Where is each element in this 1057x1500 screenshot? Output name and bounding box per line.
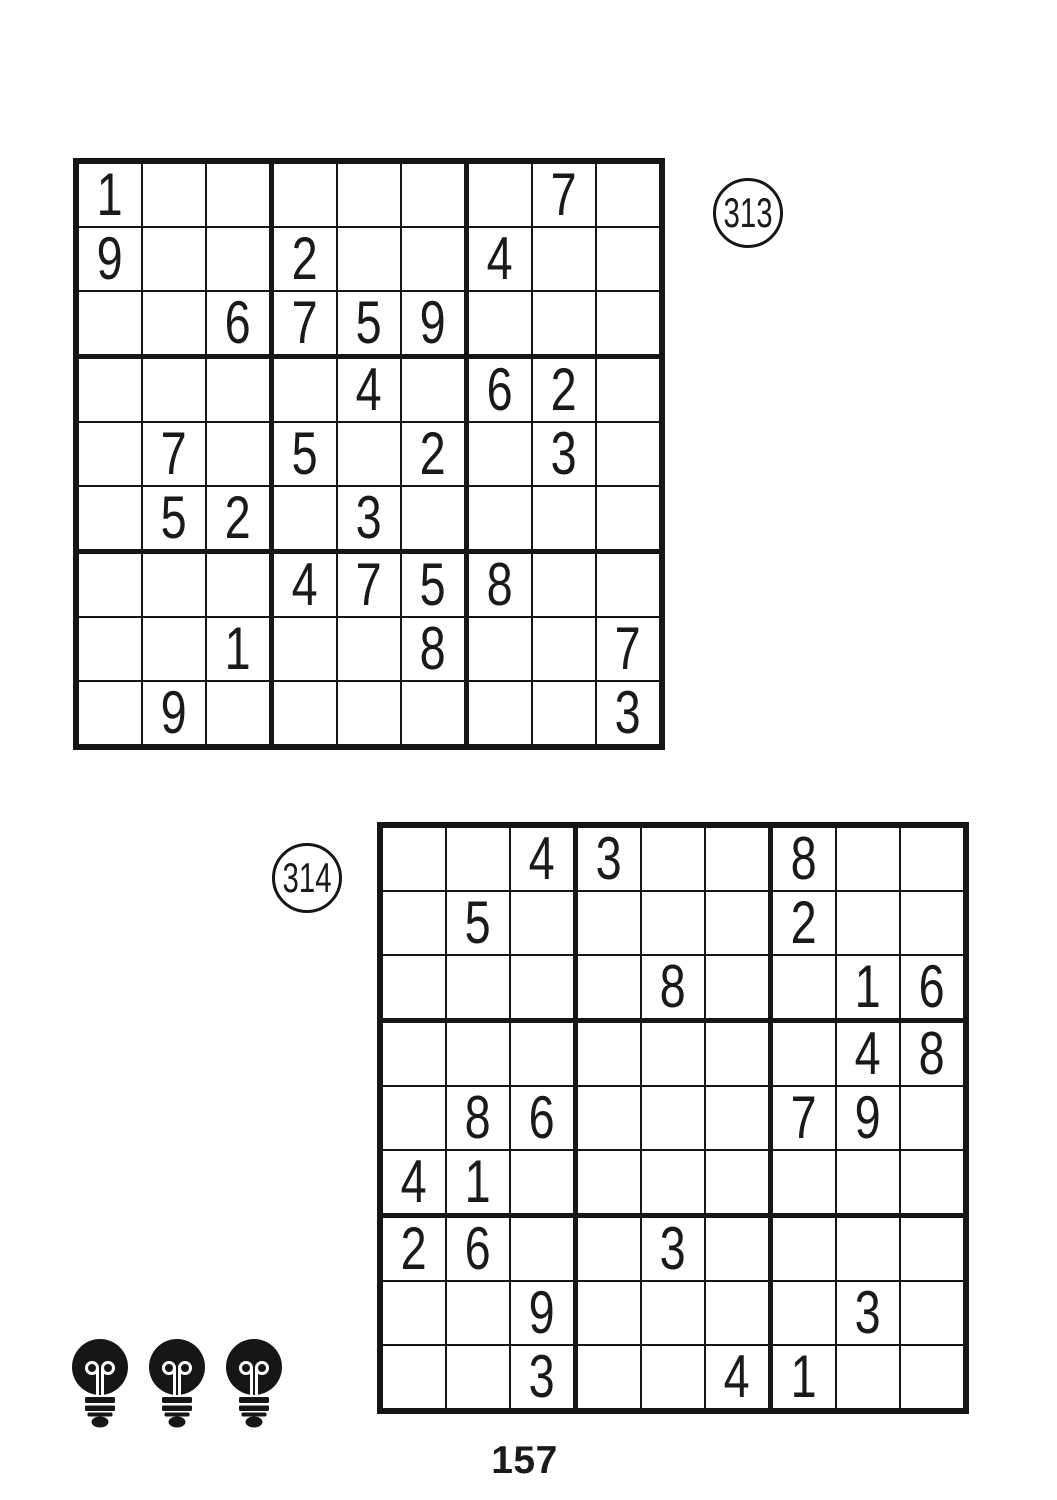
sudoku-cell-r6c5	[642, 1151, 706, 1218]
sudoku-cell-r1c7	[469, 164, 533, 228]
sudoku-cell-r7c3	[511, 1218, 578, 1282]
sudoku-cell-r2c9	[597, 228, 659, 292]
sudoku-cell-r7c1	[79, 554, 143, 618]
sudoku-cell-r8c7	[469, 618, 533, 682]
sudoku-cell-r8c3: 1	[207, 618, 274, 682]
sudoku-cell-r8c1	[79, 618, 143, 682]
sudoku-cell-r3c3: 6	[207, 292, 274, 359]
sudoku-cell-r4c1	[79, 359, 143, 423]
sudoku-cell-r6c4	[274, 487, 338, 554]
sudoku-cell-r7c9	[901, 1218, 963, 1282]
sudoku-cell-r4c3	[511, 1023, 578, 1087]
sudoku-cell-r7c4	[578, 1218, 642, 1282]
sudoku-cell-r1c9	[901, 828, 963, 892]
sudoku-cell-r7c5: 3	[642, 1218, 706, 1282]
sudoku-cell-r5c7: 7	[773, 1087, 837, 1151]
sudoku-cell-r4c5: 4	[338, 359, 402, 423]
sudoku-cell-r7c9	[597, 554, 659, 618]
sudoku-cell-r5c8: 3	[533, 423, 597, 487]
sudoku-cell-r4c4	[274, 359, 338, 423]
sudoku-cell-r9c5	[642, 1346, 706, 1408]
sudoku-cell-r7c8	[837, 1218, 901, 1282]
sudoku-cell-r3c7	[469, 292, 533, 359]
sudoku-cell-r6c3: 2	[207, 487, 274, 554]
sudoku-cell-r1c4	[274, 164, 338, 228]
sudoku-cell-r4c8: 4	[837, 1023, 901, 1087]
sudoku-cell-r5c8: 9	[837, 1087, 901, 1151]
sudoku-cell-r3c1	[79, 292, 143, 359]
sudoku-cell-r1c3: 4	[511, 828, 578, 892]
lightbulb-icon	[225, 1337, 283, 1429]
sudoku-cell-r8c9	[901, 1282, 963, 1346]
sudoku-cell-r8c2	[143, 618, 207, 682]
sudoku-cell-r7c2: 6	[447, 1218, 511, 1282]
sudoku-cell-r8c6	[706, 1282, 773, 1346]
sudoku-cell-r9c6: 4	[706, 1346, 773, 1408]
sudoku-cell-r6c5: 3	[338, 487, 402, 554]
puzzle-314-number-badge	[272, 843, 342, 913]
sudoku-cell-r4c1	[383, 1023, 447, 1087]
sudoku-cell-r6c8	[837, 1151, 901, 1218]
sudoku-cell-r4c3	[207, 359, 274, 423]
sudoku-cell-r8c4	[578, 1282, 642, 1346]
sudoku-cell-r9c8	[837, 1346, 901, 1408]
sudoku-cell-r5c4	[578, 1087, 642, 1151]
sudoku-grid-314	[377, 822, 969, 1414]
sudoku-cell-r7c7: 8	[469, 554, 533, 618]
sudoku-cell-r7c4: 4	[274, 554, 338, 618]
lightbulb-icon	[148, 1337, 206, 1429]
sudoku-cell-r2c3	[207, 228, 274, 292]
sudoku-cell-r2c8	[837, 892, 901, 956]
sudoku-cell-r9c4	[274, 682, 338, 744]
sudoku-cell-r6c6	[402, 487, 469, 554]
sudoku-cell-r3c1	[383, 956, 447, 1023]
sudoku-cell-r3c4	[578, 956, 642, 1023]
sudoku-cell-r4c9	[597, 359, 659, 423]
sudoku-cell-r3c7	[773, 956, 837, 1023]
difficulty-rating	[71, 1337, 283, 1429]
sudoku-cell-r6c7	[469, 487, 533, 554]
sudoku-cell-r9c4	[578, 1346, 642, 1408]
sudoku-cell-r9c9	[901, 1346, 963, 1408]
sudoku-cell-r3c4: 7	[274, 292, 338, 359]
sudoku-cell-r9c1	[383, 1346, 447, 1408]
sudoku-cell-r1c8	[837, 828, 901, 892]
sudoku-cell-r6c1: 4	[383, 1151, 447, 1218]
lightbulb-icon	[71, 1337, 129, 1429]
sudoku-cell-r9c5	[338, 682, 402, 744]
sudoku-cell-r9c7: 1	[773, 1346, 837, 1408]
sudoku-cell-r6c2: 1	[447, 1151, 511, 1218]
sudoku-cell-r4c8: 2	[533, 359, 597, 423]
sudoku-cell-r7c3	[207, 554, 274, 618]
sudoku-cell-r8c3: 9	[511, 1282, 578, 1346]
sudoku-cell-r9c2	[447, 1346, 511, 1408]
sudoku-cell-r8c5	[338, 618, 402, 682]
sudoku-cell-r1c6	[706, 828, 773, 892]
page-number: 157	[491, 1439, 558, 1482]
sudoku-cell-r1c2	[447, 828, 511, 892]
sudoku-cell-r9c6	[402, 682, 469, 744]
sudoku-cell-r9c8	[533, 682, 597, 744]
sudoku-cell-r2c8	[533, 228, 597, 292]
sudoku-cell-r5c2: 7	[143, 423, 207, 487]
sudoku-cell-r5c5	[338, 423, 402, 487]
sudoku-cell-r9c1	[79, 682, 143, 744]
sudoku-cell-r9c3	[207, 682, 274, 744]
sudoku-cell-r4c4	[578, 1023, 642, 1087]
sudoku-cell-r3c8: 1	[837, 956, 901, 1023]
sudoku-cell-r7c6	[706, 1218, 773, 1282]
sudoku-cell-r2c4	[578, 892, 642, 956]
sudoku-cell-r1c7: 8	[773, 828, 837, 892]
sudoku-grid-313	[73, 158, 665, 750]
sudoku-cell-r6c4	[578, 1151, 642, 1218]
sudoku-cell-r5c3: 6	[511, 1087, 578, 1151]
sudoku-cell-r4c7	[773, 1023, 837, 1087]
sudoku-cell-r3c5: 5	[338, 292, 402, 359]
sudoku-cell-r5c9	[597, 423, 659, 487]
sudoku-cell-r4c7: 6	[469, 359, 533, 423]
sudoku-cell-r7c1: 2	[383, 1218, 447, 1282]
sudoku-cell-r2c5	[642, 892, 706, 956]
sudoku-cell-r6c8	[533, 487, 597, 554]
sudoku-cell-r5c6: 2	[402, 423, 469, 487]
sudoku-cell-r4c6	[706, 1023, 773, 1087]
sudoku-cell-r4c5	[642, 1023, 706, 1087]
sudoku-cell-r3c9	[597, 292, 659, 359]
sudoku-cell-r8c8: 3	[837, 1282, 901, 1346]
sudoku-cell-r9c7	[469, 682, 533, 744]
sudoku-cell-r2c5	[338, 228, 402, 292]
sudoku-cell-r9c3: 3	[511, 1346, 578, 1408]
sudoku-cell-r6c7	[773, 1151, 837, 1218]
sudoku-cell-r5c1	[383, 1087, 447, 1151]
sudoku-cell-r8c7	[773, 1282, 837, 1346]
sudoku-cell-r5c5	[642, 1087, 706, 1151]
sudoku-cell-r3c2	[447, 956, 511, 1023]
sudoku-cell-r3c6	[706, 956, 773, 1023]
sudoku-cell-r7c6: 5	[402, 554, 469, 618]
sudoku-cell-r2c7: 4	[469, 228, 533, 292]
sudoku-cell-r2c1	[383, 892, 447, 956]
sudoku-cell-r3c3	[511, 956, 578, 1023]
sudoku-cell-r3c5: 8	[642, 956, 706, 1023]
sudoku-cell-r3c2	[143, 292, 207, 359]
sudoku-cell-r6c9	[597, 487, 659, 554]
sudoku-cell-r8c9: 7	[597, 618, 659, 682]
puzzle-313-number-badge	[713, 178, 783, 248]
sudoku-cell-r3c9: 6	[901, 956, 963, 1023]
sudoku-cell-r9c2: 9	[143, 682, 207, 744]
sudoku-cell-r5c9	[901, 1087, 963, 1151]
puzzle-314-number: 314	[282, 854, 332, 901]
sudoku-cell-r7c5: 7	[338, 554, 402, 618]
sudoku-cell-r1c4: 3	[578, 828, 642, 892]
sudoku-cell-r4c9: 8	[901, 1023, 963, 1087]
sudoku-cell-r2c2	[143, 228, 207, 292]
sudoku-cell-r2c6	[402, 228, 469, 292]
sudoku-cell-r9c9: 3	[614, 679, 642, 746]
sudoku-cell-r4c6	[402, 359, 469, 423]
sudoku-cell-r5c1	[79, 423, 143, 487]
sudoku-cell-r4c2	[447, 1023, 511, 1087]
sudoku-cell-r1c3	[207, 164, 274, 228]
sudoku-cell-r1c8: 7	[533, 164, 597, 228]
sudoku-cell-r1c9	[597, 164, 659, 228]
sudoku-cell-r7c7	[773, 1218, 837, 1282]
sudoku-cell-r5c2: 8	[447, 1087, 511, 1151]
sudoku-cell-r1c5	[642, 828, 706, 892]
sudoku-cell-r6c3	[511, 1151, 578, 1218]
sudoku-cell-r2c6	[706, 892, 773, 956]
sudoku-cell-r8c5	[642, 1282, 706, 1346]
sudoku-cell-r8c6: 8	[402, 618, 469, 682]
sudoku-cell-r4c2	[143, 359, 207, 423]
sudoku-cell-r1c5	[338, 164, 402, 228]
sudoku-cell-r8c4	[274, 618, 338, 682]
sudoku-cell-r8c1	[383, 1282, 447, 1346]
sudoku-cell-r2c1: 9	[79, 228, 143, 292]
sudoku-cell-r5c3	[207, 423, 274, 487]
puzzle-313-number: 313	[723, 189, 773, 236]
sudoku-cell-r6c2: 5	[143, 487, 207, 554]
sudoku-cell-r1c6	[402, 164, 469, 228]
sudoku-cell-r2c4: 2	[274, 228, 338, 292]
sudoku-cell-r6c1	[79, 487, 143, 554]
sudoku-cell-r6c6	[706, 1151, 773, 1218]
sudoku-cell-r7c2	[143, 554, 207, 618]
sudoku-cell-r6c9	[901, 1151, 963, 1218]
sudoku-cell-r2c2: 5	[447, 892, 511, 956]
sudoku-cell-r5c7	[469, 423, 533, 487]
sudoku-cell-r2c3	[511, 892, 578, 956]
sudoku-cell-r2c7: 2	[773, 892, 837, 956]
sudoku-cell-r2c9	[901, 892, 963, 956]
sudoku-cell-r1c2	[143, 164, 207, 228]
sudoku-cell-r1c1: 1	[79, 164, 143, 228]
sudoku-cell-r1c1	[383, 828, 447, 892]
sudoku-cell-r7c8	[533, 554, 597, 618]
sudoku-cell-r8c2	[447, 1282, 511, 1346]
sudoku-cell-r5c4: 5	[274, 423, 338, 487]
sudoku-cell-r8c8	[533, 618, 597, 682]
sudoku-cell-r3c8	[533, 292, 597, 359]
sudoku-cell-r5c6	[706, 1087, 773, 1151]
sudoku-cell-r3c6: 9	[402, 292, 469, 359]
